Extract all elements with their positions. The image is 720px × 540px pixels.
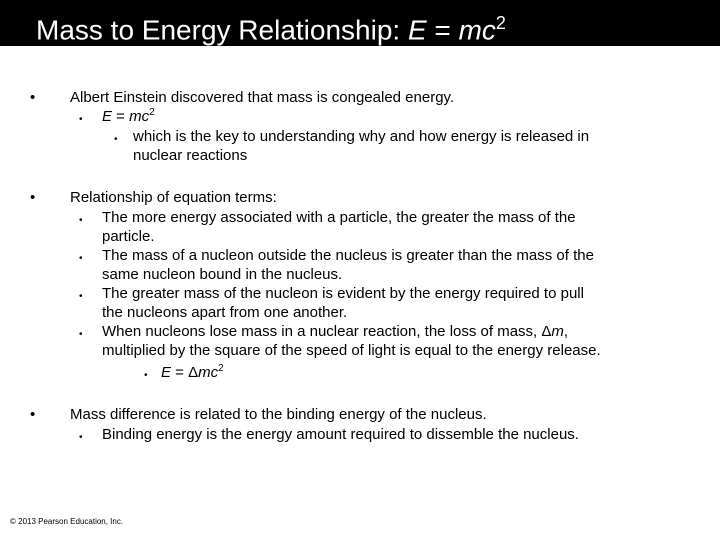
bullet-2-equation (161, 363, 224, 382)
delta-symbol: Δ (541, 323, 552, 340)
bullet-marker: • (79, 291, 83, 302)
comma: , (563, 323, 569, 340)
bullet-marker: • (79, 253, 83, 264)
bullet-2-sub-4-line-2: multiplied by the square of the speed of light is equal to the energy release. (102, 342, 601, 359)
title-bar (0, 0, 720, 46)
bullet-marker: • (30, 406, 36, 423)
bullet-marker: • (79, 114, 83, 125)
bullet-marker: • (144, 370, 148, 381)
bullet-marker: • (79, 215, 83, 226)
bullet-2-text: Relationship of equation terms: (70, 189, 277, 206)
bullet-2-sub-1-line-1: The more energy associated with a particle, the greater the mass of the (102, 209, 576, 226)
title-formula-eq: = (426, 14, 459, 46)
bullet-3-text: Mass difference is related to the binding energy of the nucleus. (70, 406, 487, 423)
copyright-footer: © 2013 Pearson Education, Inc. (10, 517, 124, 526)
bullet-1-subsub-line-1: which is the key to understanding why and how energy is released in (133, 128, 590, 145)
title-text: Mass to Energy Relationship: (36, 14, 408, 46)
formula-mc: mc (198, 364, 219, 381)
bullet-2-sub-1-line-2: particle. (102, 228, 155, 245)
bullet-2-sub-4-line-1 (102, 322, 568, 341)
bullet-marker: • (30, 89, 36, 106)
formula-e: E (102, 108, 113, 125)
formula-eq: = (112, 108, 130, 125)
title-formula-e: E (407, 14, 427, 46)
bullet-marker: • (79, 432, 83, 443)
bullet-2-sub-2-line-2: same nucleon bound in the nucleus. (102, 266, 343, 283)
bullet-1-text: Albert Einstein discovered that mass is congealed energy. (70, 89, 455, 106)
formula-mc: mc (129, 108, 150, 125)
slide-title (36, 6, 506, 47)
bullet-marker: • (30, 189, 36, 206)
formula-exp: 2 (149, 107, 155, 118)
bullet-1-sub-formula (102, 107, 155, 126)
formula-eq: = (171, 364, 189, 381)
bullet-2-sub-3-line-2: the nucleons apart from one another. (102, 304, 348, 321)
bullet-marker: • (79, 329, 83, 340)
mass-loss-text: When nucleons lose mass in a nuclear reaction, the loss of mass, (102, 323, 542, 340)
bullet-1-subsub-line-2: nuclear reactions (133, 147, 248, 164)
bullet-3-sub-1: Binding energy is the energy amount required to dissemble the nucleus. (102, 426, 579, 443)
bullet-2-sub-2-line-1: The mass of a nucleon outside the nucleus is greater than the mass of the (102, 247, 594, 264)
bullet-marker: • (114, 134, 118, 145)
mass-variable: m (551, 323, 564, 340)
bullet-2-sub-3-line-1: The greater mass of the nucleon is evident by the energy required to pull (102, 285, 584, 302)
formula-e: E (161, 364, 172, 381)
title-formula-mc: mc (458, 14, 496, 46)
title-formula-exp: 2 (495, 13, 506, 33)
formula-exp: 2 (218, 363, 224, 374)
delta-symbol: Δ (188, 364, 199, 381)
